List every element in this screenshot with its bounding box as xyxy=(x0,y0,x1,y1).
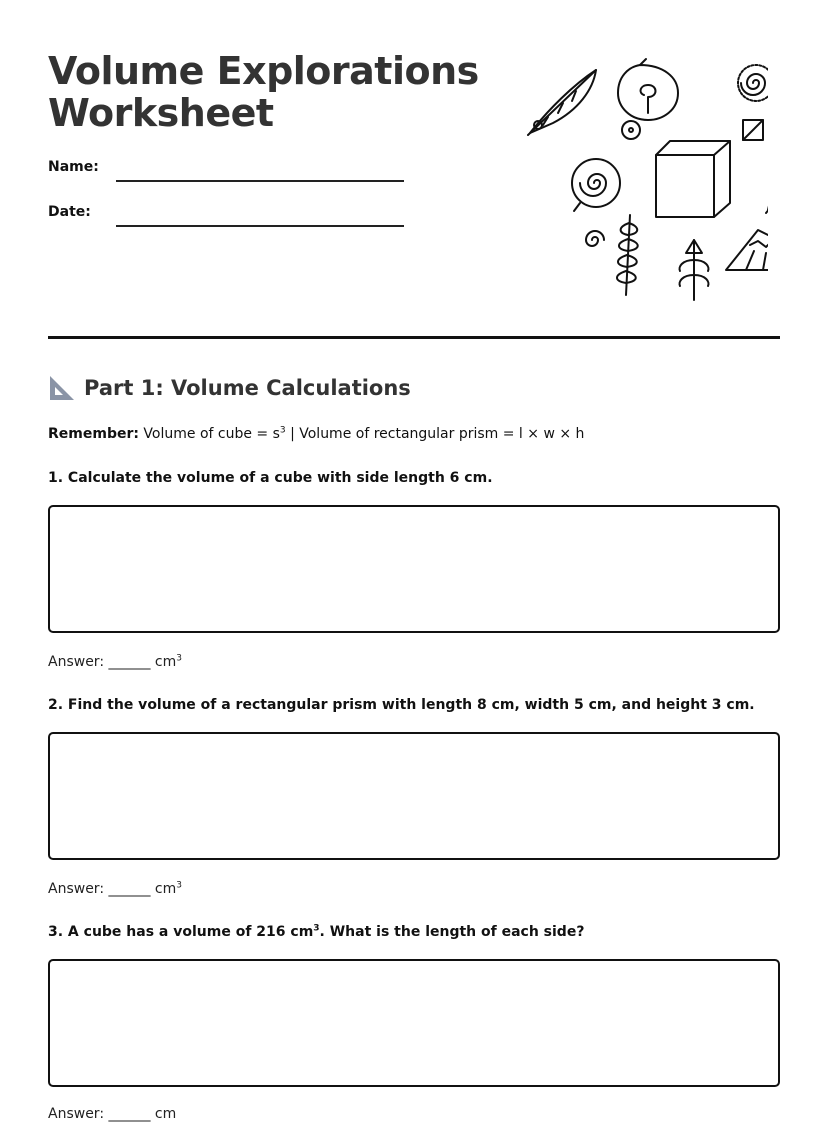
question-2 xyxy=(48,695,755,715)
work-box-2[interactable] xyxy=(48,732,780,860)
answer-3 xyxy=(48,1104,176,1124)
remember-label: Remember: xyxy=(48,426,139,442)
worksheet-page xyxy=(48,0,780,1122)
remember-note xyxy=(48,424,584,444)
spiral-icon xyxy=(572,159,620,211)
part1-title: Part 1: Volume Calculations xyxy=(84,376,411,400)
question-1-text: 1. Calculate the volume of a cube with side length 6 cm. xyxy=(48,470,493,486)
leaf-icon xyxy=(766,155,768,213)
remember-text-a: Volume of cube = s xyxy=(143,426,280,442)
work-box-1[interactable] xyxy=(48,505,780,633)
small-spiral-icon xyxy=(586,231,604,246)
date-field-row xyxy=(48,203,404,221)
mountain-icon xyxy=(726,227,768,270)
answer-2 xyxy=(48,879,182,899)
feather-icon xyxy=(528,70,596,135)
fern-icon xyxy=(617,215,638,295)
date-label: Date: xyxy=(48,204,91,220)
page-title xyxy=(48,50,479,134)
title-line-1: Volume Explorations xyxy=(48,49,479,93)
answer-2-text: Answer: ______ cm xyxy=(48,881,177,897)
cube-icon xyxy=(656,141,730,217)
question-3-text-a: 3. A cube has a volume of 216 cm xyxy=(48,924,314,940)
answer-2-sup: 3 xyxy=(176,880,183,891)
work-box-3[interactable] xyxy=(48,959,780,1087)
answer-1-text: Answer: ______ cm xyxy=(48,654,177,670)
section-divider xyxy=(48,336,780,339)
leaf-sprig-icon xyxy=(680,240,709,300)
date-line[interactable] xyxy=(116,225,404,227)
small-square-icon xyxy=(743,120,763,140)
question-1 xyxy=(48,468,493,488)
spiral-seed-icon xyxy=(618,59,678,120)
name-field-row xyxy=(48,158,404,176)
name-label: Name: xyxy=(48,159,99,175)
part1-heading xyxy=(48,372,411,404)
title-line-2: Worksheet xyxy=(48,91,274,135)
answer-3-text: Answer: ______ cm xyxy=(48,1106,177,1122)
question-3-sup: 3 xyxy=(313,923,320,934)
worksheet-header xyxy=(48,0,780,340)
question-3-text-b: . What is the length of each side? xyxy=(319,924,585,940)
question-3 xyxy=(48,922,584,942)
answer-1-sup: 3 xyxy=(176,653,183,664)
set-square-icon xyxy=(48,374,76,402)
question-2-text: 2. Find the volume of a rectangular prism with length 8 cm, width 5 cm, and height 3 cm. xyxy=(48,697,755,713)
answer-1 xyxy=(48,652,182,672)
name-line[interactable] xyxy=(116,180,404,182)
remember-sup: 3 xyxy=(279,425,286,436)
small-gear-icon xyxy=(622,121,640,139)
decorative-illustration xyxy=(518,55,768,305)
spiral-circle-icon xyxy=(738,65,768,101)
remember-text-b: | Volume of rectangular prism = l × w × h xyxy=(285,426,585,442)
